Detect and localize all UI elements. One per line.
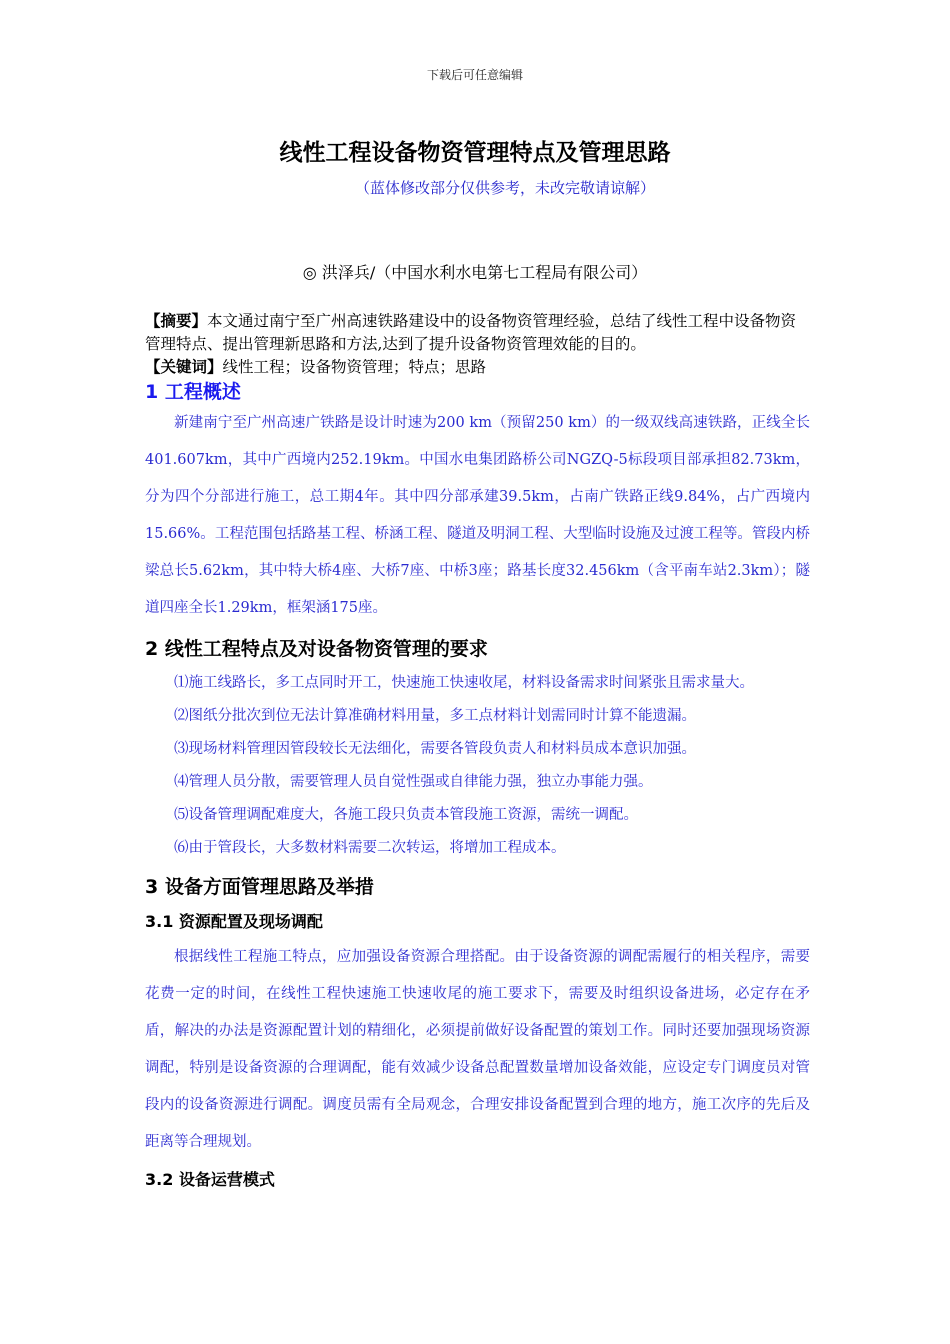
section-2-item: ⑴施工线路长，多工点同时开工，快速施工快速收尾，材料设备需求时间紧张且需求量大。 bbox=[174, 675, 754, 691]
section-1-heading: 1 工程概述 bbox=[145, 381, 241, 403]
section-2-item: ⑹由于管段长，大多数材料需要二次转运，将增加工程成本。 bbox=[174, 840, 566, 856]
section-3-1-heading: 3.1 资源配置及现场调配 bbox=[145, 912, 323, 931]
section-2-item: ⑵图纸分批次到位无法计算准确材料用量，多工点材料计划需同时计算不能遗漏。 bbox=[174, 708, 696, 724]
section-2-heading: 2 线性工程特点及对设备物资管理的要求 bbox=[145, 638, 488, 660]
section-3-2-heading: 3.2 设备运营模式 bbox=[145, 1170, 275, 1189]
section-2-item: ⑸设备管理调配难度大，各施工段只负责本管段施工资源，需统一调配。 bbox=[174, 807, 638, 823]
header-note: 下载后可任意编辑 bbox=[426, 68, 523, 82]
section-1-paragraph: 新建南宁至广州高速广铁路是设计时速为200 km（预留250 km）的一级双线高速铁路，正线全长401.607km，其中广西境内252.19km。中国水电集团路桥公司NGZQ-5标段项目部承担82.73km，分为四个分部进行施工，总工期4年。其中四分部承建39.5km，占南广铁路正线9.84%，占广西境内15.66%。工程范围包括路基工程、桥涵工程、隧道及明洞工程、大型临时设施及过渡工程等。管段内桥梁总长5.62km，其中特大桥4座、大桥7座、中桥3座；路基长度32.456km（含平南车站2.3km）；隧道四座全长1.29km，框架涵175座。 bbox=[145, 415, 810, 616]
section-3-1-paragraph: 根据线性工程施工特点，应加强设备资源合理搭配。由于设备资源的调配需履行的相关程序，需要花费一定的时间，在线性工程快速施工快速收尾的施工要求下，需要及时组织设备进场，必定存在矛盾，解决的办法是资源配置计划的精细化，必须提前做好设备配置的策划工作。同时还要加强现场资源调配，特别是设备资源的合理调配，能有效减少设备总配置数量增加设备效能，应设定专门调度员对管段内的设备资源进行调配。调度员需有全局观念，合理安排设备配置到合理的地方，施工次序的先后及距离等合理规划。 bbox=[145, 949, 810, 1150]
keywords bbox=[145, 356, 810, 379]
section-3-heading: 3 设备方面管理思路及举措 bbox=[145, 876, 374, 898]
author-line: ◎ 洪泽兵/（中国水利水电第七工程局有限公司） bbox=[302, 263, 648, 282]
abstract-text: 本文通过南宁至广州高速铁路建设中的设备物资管理经验，总结了线性工程中设备物资管理特点、提出管理新思路和方法,达到了提升设备物资管理效能的目的。 bbox=[145, 312, 797, 353]
keywords-text: 线性工程；设备物资管理；特点；思路 bbox=[222, 358, 487, 376]
document-body bbox=[145, 310, 810, 1197]
section-2-item: ⑷管理人员分散，需要管理人员自觉性强或自律能力强，独立办事能力强。 bbox=[174, 774, 653, 790]
section-2-item: ⑶现场材料管理因管段较长无法细化，需要各管段负责人和材料员成本意识加强。 bbox=[174, 741, 696, 757]
abstract-label: 【摘要】 bbox=[145, 312, 208, 330]
document-title: 线性工程设备物资管理特点及管理思路 bbox=[279, 140, 671, 166]
keywords-label: 【关键词】 bbox=[145, 358, 223, 376]
abstract bbox=[145, 310, 810, 356]
document-subtitle: （蓝体修改部分仅供参考，未改完敬请谅解） bbox=[355, 179, 656, 197]
